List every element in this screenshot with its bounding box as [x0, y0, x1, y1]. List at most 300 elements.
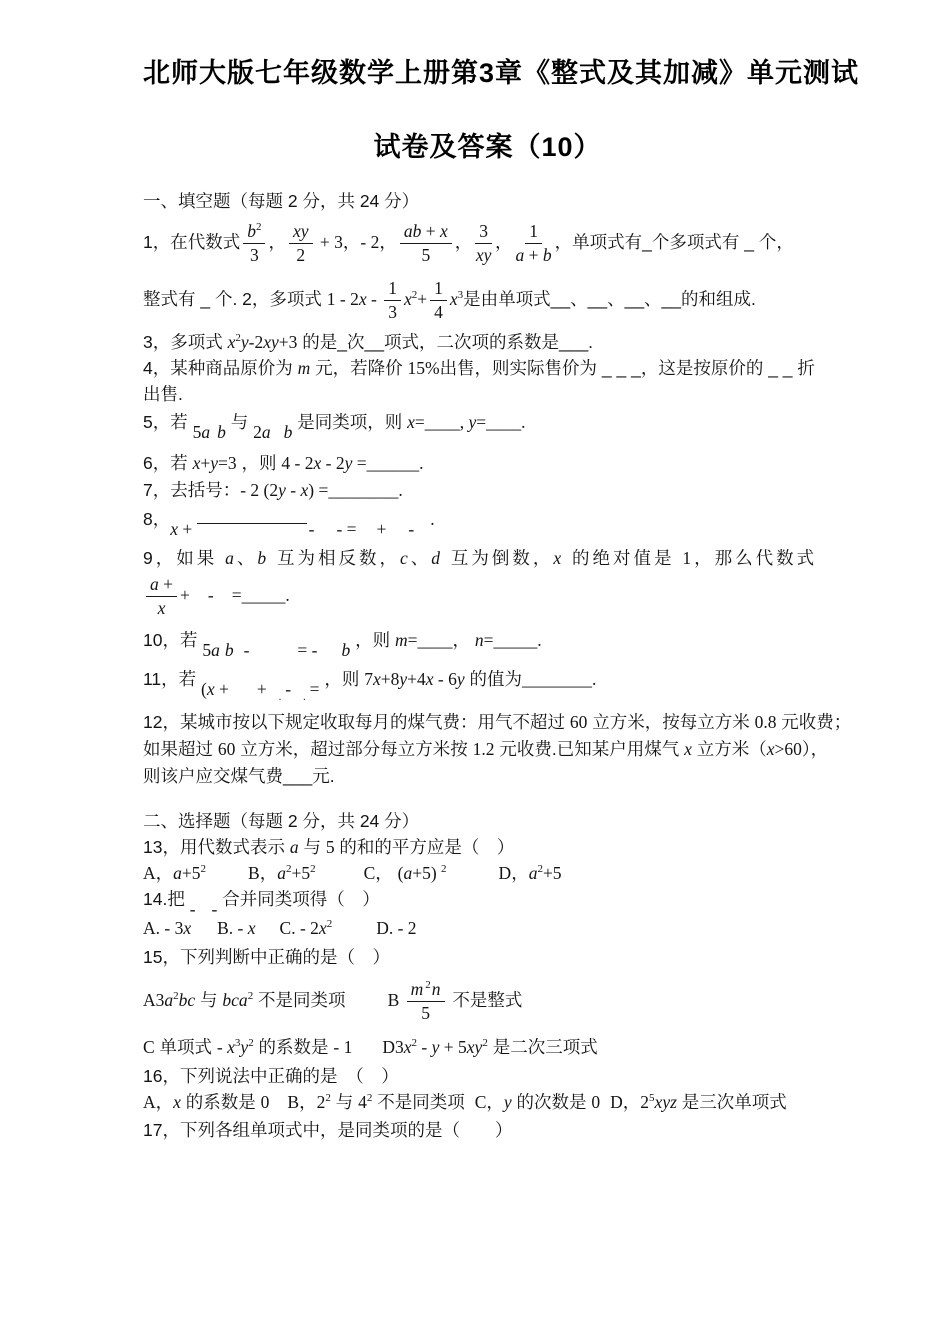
math-text: =______. [352, 453, 424, 473]
math-text: + [417, 289, 428, 310]
math-variable: y [240, 332, 249, 352]
question-12-line-1 [143, 711, 852, 734]
superscript: 2 [248, 1037, 254, 1049]
math-text: + [524, 245, 543, 265]
math-variable: n [431, 979, 441, 999]
text: 17，下列各组单项式中，是同类项的是（ ） [143, 1120, 513, 1140]
math-variable: m [297, 358, 311, 378]
fraction-numerator [475, 221, 492, 244]
text: 是同类项，则 [292, 412, 408, 432]
math-text: A. - 3 [143, 918, 184, 938]
math-text: + [200, 453, 211, 473]
text: 是二次三项式 [487, 1037, 598, 1057]
text: 13，用代数式表示 [143, 837, 290, 857]
math-text: +5 [181, 863, 201, 883]
superscript: 2 [537, 863, 543, 875]
superscript: 2 [235, 332, 241, 344]
text: 是三次单项式 [676, 1092, 787, 1112]
math-text: =____, [414, 412, 469, 432]
text: 互为相反数， [269, 548, 400, 568]
question-4-continued [143, 383, 832, 406]
question-15-options-cd [143, 1036, 832, 1059]
spacer [357, 534, 377, 535]
math-text: +5 [542, 863, 562, 883]
spacer [423, 994, 425, 995]
math-text: - [285, 480, 301, 500]
text: 出售，则实际售价为 _ _ _，这是按原价的 _ _ 折 [439, 358, 815, 378]
math-text: 5 [421, 1003, 430, 1023]
fraction-denominator [476, 244, 492, 266]
math-variable: y [456, 669, 465, 689]
math-text: +3 [278, 332, 298, 352]
spacer [191, 933, 217, 934]
text: 7，去括号： [143, 480, 241, 500]
question-17 [143, 1119, 832, 1142]
text: ， [511, 863, 529, 883]
math-variable: bca [222, 990, 248, 1011]
math-variable: y [344, 453, 353, 473]
math-text: 2 [316, 1092, 326, 1112]
math-text: 1 - 2 [326, 289, 359, 310]
spacer [229, 694, 257, 695]
math-variable: y [503, 1092, 512, 1112]
text: 14.把 [143, 889, 190, 909]
section-1-header [143, 190, 832, 213]
math-text: 60 [569, 712, 588, 732]
question-12-line-2 [143, 738, 832, 761]
superscript: 2 [247, 990, 254, 1003]
fraction [475, 221, 492, 266]
math-text: - 2 [360, 232, 380, 253]
text: 10，若 [143, 630, 203, 650]
math-variable: a [515, 245, 525, 265]
math-text: ) =________. [308, 480, 403, 500]
math-variable: a [528, 863, 538, 883]
math-text: +5) [412, 863, 442, 883]
text: 的是_次__项式，二次项的系数是___. [297, 332, 594, 352]
text: 的次数是 [511, 1092, 592, 1112]
math-variable: x [300, 480, 309, 500]
text: 元收费； [776, 712, 852, 732]
math-text: - = [336, 519, 357, 539]
math-variable: a [225, 548, 237, 568]
math-text: - [211, 899, 218, 919]
fraction [400, 221, 452, 266]
math-text: 1 [682, 548, 695, 568]
question-4 [143, 357, 832, 380]
math-text: - [285, 679, 292, 699]
math-variable: c [399, 548, 411, 568]
math-text: ( [201, 679, 207, 699]
spacer [386, 534, 408, 535]
spacer [269, 1107, 287, 1108]
math-variable: x [206, 679, 215, 699]
text: 合并同类项得（ ） [217, 889, 380, 909]
math-text: C [474, 1092, 487, 1112]
text: 一、填空题（每题 2 分，共 24 分） [143, 191, 420, 211]
fraction [407, 979, 445, 1024]
text: ， [155, 863, 174, 883]
math-text: D. - 2 [376, 918, 417, 938]
math-variable: x [766, 739, 775, 759]
math-text: 3 [479, 221, 489, 241]
math-variable: d [431, 548, 444, 568]
superscript: 2 [200, 863, 207, 875]
math-text: 1 [434, 278, 443, 298]
superscript: 2 [411, 289, 418, 302]
math-variable: m [394, 630, 408, 650]
text: 15，下列判断中正确的是（ ） [143, 947, 390, 967]
question-10 [143, 629, 832, 660]
fraction-denominator [296, 244, 305, 266]
lowered-expression [201, 679, 320, 703]
math-text: 3 [249, 245, 259, 265]
math-text: = [309, 679, 320, 699]
text: 出售. [143, 384, 183, 404]
superscript: 2 [482, 1037, 488, 1049]
math-variable: b [542, 245, 552, 265]
spacer [317, 655, 341, 656]
question-16-options [143, 1091, 832, 1114]
text: 的值为 [464, 669, 523, 689]
text: ， [486, 1092, 504, 1112]
math-text: 3 [388, 302, 397, 322]
text: 如果超过 [143, 739, 218, 759]
text: 互为倒数， [443, 548, 554, 568]
math-text: . [430, 509, 435, 529]
superscript: 2 [326, 918, 333, 930]
math-variable: xy [292, 221, 309, 241]
lowered-expression [253, 422, 292, 442]
math-variable: x [449, 289, 458, 310]
math-text: A3 [143, 990, 165, 1011]
subscript-dot: . [278, 692, 282, 703]
question-7 [143, 479, 832, 502]
math-text: =3 [218, 453, 237, 473]
math-text: 5 [421, 245, 431, 265]
fraction [289, 221, 313, 266]
math-text: - 6 [433, 669, 457, 689]
spacer [352, 1052, 382, 1053]
math-variable: n [474, 630, 484, 650]
spacer [256, 933, 280, 934]
math-text: 0 [260, 1092, 270, 1112]
math-text: =_____. [483, 630, 542, 650]
math-variable: x [157, 598, 166, 618]
text: ，则 [350, 630, 395, 650]
text: ， [495, 232, 513, 253]
fraction-denominator [434, 301, 443, 323]
superscript: 2 [366, 1092, 373, 1104]
question-1-continued-question-2 [143, 276, 832, 325]
math-text: - [189, 899, 196, 919]
text: ， [259, 863, 278, 883]
superscript: 2 [425, 979, 431, 991]
text: ， [342, 232, 361, 253]
spacer [196, 914, 212, 915]
spacer [214, 600, 232, 601]
math-variable: y [431, 1037, 440, 1057]
math-variable: b [341, 640, 351, 660]
text: 与 [298, 837, 326, 857]
text: 北师大版七年级数学上册第3章《整式及其加减》单元测试 [143, 58, 860, 88]
spacer [267, 694, 279, 695]
math-text: 15% [407, 358, 440, 378]
text: 的和的平方应是（ ） [334, 837, 515, 857]
text: 元收费.已知某户用煤气 [494, 739, 685, 759]
math-variable: ab [403, 221, 422, 241]
text: ）， [801, 739, 829, 759]
math-text: C [363, 863, 376, 883]
fraction [384, 278, 401, 323]
math-text: 5 [202, 640, 212, 660]
math-text: 5 [325, 837, 335, 857]
spacer [465, 1107, 475, 1108]
blank-line [197, 523, 307, 525]
lowered-expression [193, 422, 226, 442]
text: 的绝对值是 [564, 548, 683, 568]
math-text: + [214, 679, 229, 699]
math-text: = - [297, 640, 318, 660]
text: 单项式 [154, 1037, 217, 1057]
spacer [414, 524, 430, 525]
text: ， [452, 630, 475, 650]
math-text: =_____. [231, 585, 290, 606]
text: ， [155, 1092, 174, 1112]
doc-title-line-2 [143, 130, 832, 164]
subscript-dot: . [303, 692, 306, 703]
math-text: A [143, 1092, 156, 1112]
fraction-denominator [421, 244, 430, 266]
spacer [291, 694, 303, 695]
math-text: - [216, 1037, 228, 1057]
text: 9，如果 [143, 548, 226, 568]
math-text: B [387, 990, 404, 1011]
math-text: =____ [407, 630, 453, 650]
math-variable: a [277, 863, 286, 883]
math-variable: x [425, 669, 434, 689]
text: 4，某种商品原价为 [143, 358, 298, 378]
lowered-expression [170, 519, 414, 539]
text: 、 [236, 548, 258, 568]
fraction-numerator [384, 278, 401, 301]
question-1 [143, 219, 832, 268]
fraction-numerator [400, 221, 452, 244]
fraction [516, 221, 552, 266]
math-text: D [498, 863, 512, 883]
text: ， [379, 232, 397, 253]
spacer [332, 933, 376, 934]
math-text: +5 [291, 863, 311, 883]
text: 16，下列说法中正确的是 （ ） [143, 1066, 399, 1086]
question-15-options-ab [143, 977, 832, 1026]
text: 试卷及答案（10） [373, 132, 602, 162]
math-text: -2 [248, 332, 264, 352]
math-text: 1 [388, 278, 397, 298]
question-9-expression [143, 572, 832, 621]
spacer [271, 437, 284, 438]
math-text: - [417, 1037, 432, 1057]
math-variable: a [173, 863, 182, 883]
math-text: ________. [522, 669, 597, 689]
math-text: + [158, 574, 173, 594]
spacer [206, 878, 248, 879]
lowered-expression [202, 640, 350, 660]
text: 整式有 _ 个. 2，多项式 [143, 289, 327, 310]
spacer [234, 655, 244, 656]
fraction-numerator [289, 221, 313, 244]
text: 不是同类项 [253, 990, 346, 1011]
text: 二、选择题（每题 2 分，共 24 分） [143, 811, 420, 831]
spacer [249, 655, 297, 656]
math-text: 60 [217, 739, 236, 759]
question-5 [143, 411, 832, 442]
superscript: 2 [441, 863, 447, 875]
math-text: 2 [296, 245, 306, 265]
math-text: 1.2 [472, 739, 495, 759]
text: 立方米（ [691, 739, 767, 759]
math-variable: a [201, 422, 211, 442]
text: ， [299, 1092, 317, 1112]
superscript: 2 [411, 1037, 418, 1049]
math-variable: y [240, 1037, 249, 1057]
text: 是由单项式__、__、__、__的和组成. [463, 289, 756, 310]
question-12-line-3 [143, 765, 832, 788]
question-16 [143, 1065, 832, 1088]
question-3 [143, 331, 832, 354]
math-variable: m [410, 979, 424, 999]
math-variable: x [227, 332, 236, 352]
math-variable: x [403, 1037, 412, 1057]
fraction-numerator [525, 221, 542, 244]
text: ， [454, 232, 473, 253]
text: 8， [143, 509, 171, 529]
math-text: + [421, 221, 440, 241]
math-text: D [610, 1092, 623, 1112]
text: 与 [225, 412, 254, 432]
math-variable: x [192, 453, 201, 473]
fraction [146, 574, 177, 619]
fraction-denominator [516, 244, 552, 266]
math-text: B [287, 1092, 300, 1112]
text: 不是同类项 [372, 1092, 465, 1112]
math-variable: x [170, 519, 179, 539]
question-8 [143, 508, 832, 539]
math-text: - [207, 585, 214, 606]
fraction [243, 221, 265, 266]
math-text: + 5 [439, 1037, 467, 1057]
math-text: 4 [434, 302, 443, 322]
text: 与 [330, 1092, 359, 1112]
text: 不是整式 [447, 990, 523, 1011]
text: 5，若 [143, 412, 193, 432]
text: 11，若 [143, 669, 202, 689]
text: 1，在代数式 [143, 232, 241, 253]
superscript: 2 [325, 1092, 331, 1104]
fraction-numerator [407, 979, 445, 1002]
math-text: - 2 (2 [240, 480, 279, 500]
fraction-numerator [430, 278, 447, 301]
spacer [314, 534, 336, 535]
math-text: - [308, 519, 315, 539]
superscript: 5 [649, 1092, 655, 1104]
math-variable: b [257, 548, 270, 568]
math-text: 7 [364, 669, 373, 689]
math-variable: a [289, 837, 299, 857]
math-text: + [376, 519, 387, 539]
math-text: 2 [253, 422, 262, 442]
math-variable: a [403, 863, 413, 883]
math-text: - 1 [333, 1037, 353, 1057]
spacer [600, 1107, 610, 1108]
fraction-numerator [146, 574, 177, 597]
math-variable: xyz [654, 1092, 677, 1112]
text: ，单项式有_个多项式有 _ 个， [554, 232, 794, 253]
math-variable: b [247, 221, 256, 241]
fraction-denominator [421, 1002, 430, 1024]
superscript: 2 [310, 863, 316, 875]
superscript: 2 [285, 863, 292, 875]
text: ， [622, 1092, 641, 1112]
math-text: 4 - 2 [281, 453, 314, 473]
math-text: B. - [217, 918, 248, 938]
spacer [447, 878, 499, 879]
math-variable: a [261, 422, 271, 442]
text: 的系数是 [253, 1037, 334, 1057]
math-variable: x [227, 1037, 235, 1057]
math-variable: x [553, 548, 565, 568]
math-text: 1 [529, 221, 538, 241]
superscript: 3 [234, 1037, 241, 1049]
text: 立方米，超过部分每立方米按 [235, 739, 473, 759]
math-variable: y [399, 669, 408, 689]
fraction-denominator [250, 244, 259, 266]
text: 元，若降价 [310, 358, 408, 378]
math-text: +4 [407, 669, 426, 689]
math-variable: xy [263, 332, 279, 352]
text: ，则 [236, 453, 282, 473]
math-variable: b [283, 422, 293, 442]
text: ， [375, 863, 398, 883]
math-variable: x [407, 412, 415, 432]
math-text: B [248, 863, 260, 883]
superscript: 2 [255, 221, 262, 233]
math-variable: y [278, 480, 286, 500]
fraction-denominator [158, 597, 166, 619]
question-15 [143, 946, 832, 969]
text: 、 [410, 548, 432, 568]
math-text: + [180, 585, 190, 606]
text: 立方米，按每立方米 [587, 712, 755, 732]
spacer [316, 878, 364, 879]
superscript: 3 [457, 289, 464, 302]
math-variable: x [318, 918, 327, 938]
text: ，那么代数式 [694, 548, 818, 568]
math-text: + 3 [315, 232, 343, 253]
math-variable: x [358, 289, 367, 310]
math-variable: x [247, 918, 256, 938]
question-14-options [143, 917, 832, 940]
math-text: 5 [192, 422, 202, 442]
text: ，则 [319, 669, 365, 689]
math-text: +8 [380, 669, 400, 689]
math-variable: x [173, 1092, 181, 1112]
superscript: 2 [173, 990, 179, 1003]
math-text: C. - 2 [279, 918, 319, 938]
spacer [190, 600, 208, 601]
text: 3，多项式 [143, 332, 228, 352]
question-13 [143, 836, 832, 859]
